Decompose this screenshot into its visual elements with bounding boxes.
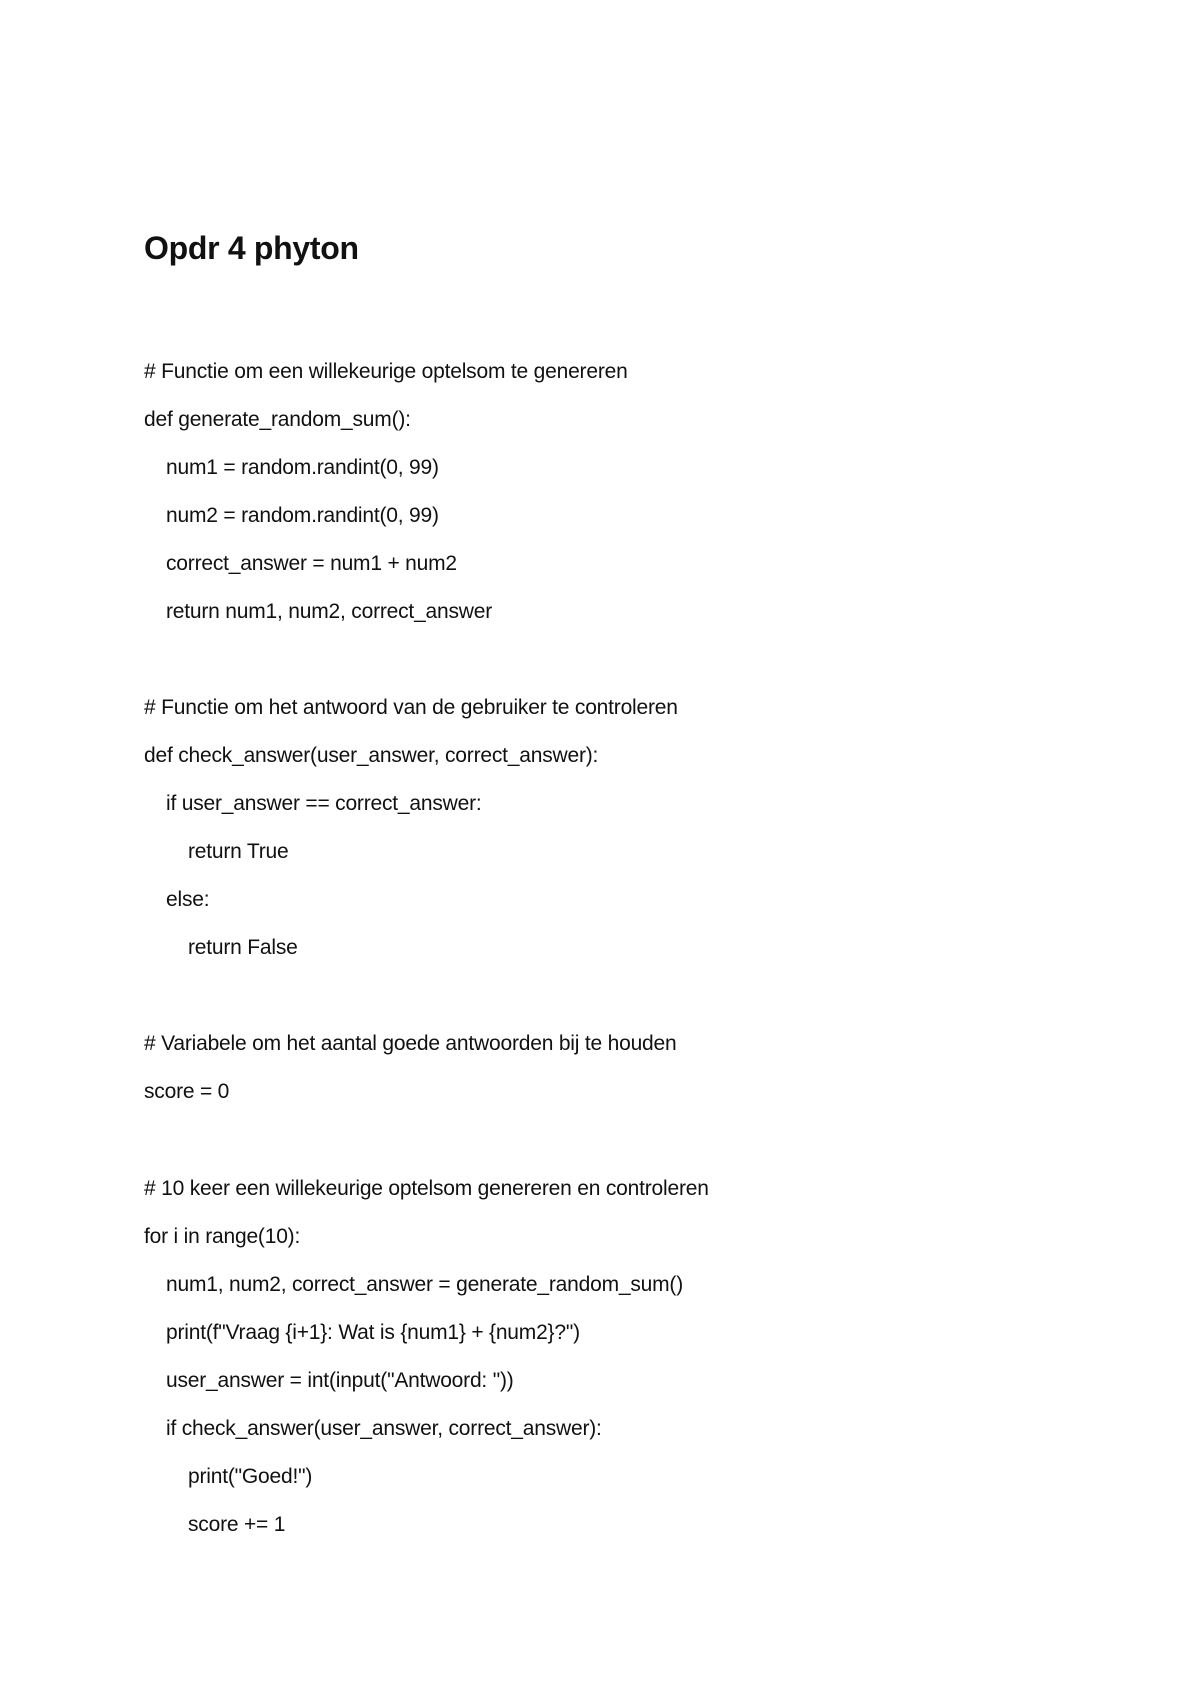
code-line: num2 = random.randint(0, 99) [166, 504, 439, 527]
code-comment-line: # Functie om een willekeurige optelsom te genereren [144, 360, 628, 383]
code-line: return num1, num2, correct_answer [166, 600, 493, 623]
code-line: def check_answer(user_answer, correct_answer): [144, 744, 599, 767]
code-comment-line: # Functie om het antwoord van de gebruiker te controleren [144, 696, 678, 719]
code-line: else: [166, 888, 210, 911]
code-line: if user_answer == correct_answer: [166, 792, 482, 815]
code-line: return False [188, 936, 298, 959]
code-comment-line: # Variabele om het aantal goede antwoorden bij te houden [144, 1032, 677, 1055]
document-title: Opdr 4 phyton [144, 230, 359, 266]
code-line: return True [188, 840, 289, 863]
code-comment-line: # 10 keer een willekeurige optelsom genereren en controleren [144, 1177, 709, 1200]
code-line: score += 1 [188, 1513, 286, 1536]
code-line: user_answer = int(input("Antwoord: ")) [166, 1369, 514, 1392]
code-line: correct_answer = num1 + num2 [166, 552, 457, 575]
code-line: def generate_random_sum(): [144, 408, 411, 431]
code-line: num1 = random.randint(0, 99) [166, 456, 439, 479]
code-line: score = 0 [144, 1080, 230, 1103]
code-line: print(f"Vraag {i+1}: Wat is {num1} + {num2}?") [166, 1321, 580, 1344]
code-line: print("Goed!") [188, 1465, 313, 1488]
code-line: num1, num2, correct_answer = generate_random_sum() [166, 1273, 684, 1296]
code-line: for i in range(10): [144, 1225, 301, 1248]
code-line: if check_answer(user_answer, correct_answer): [166, 1417, 602, 1440]
